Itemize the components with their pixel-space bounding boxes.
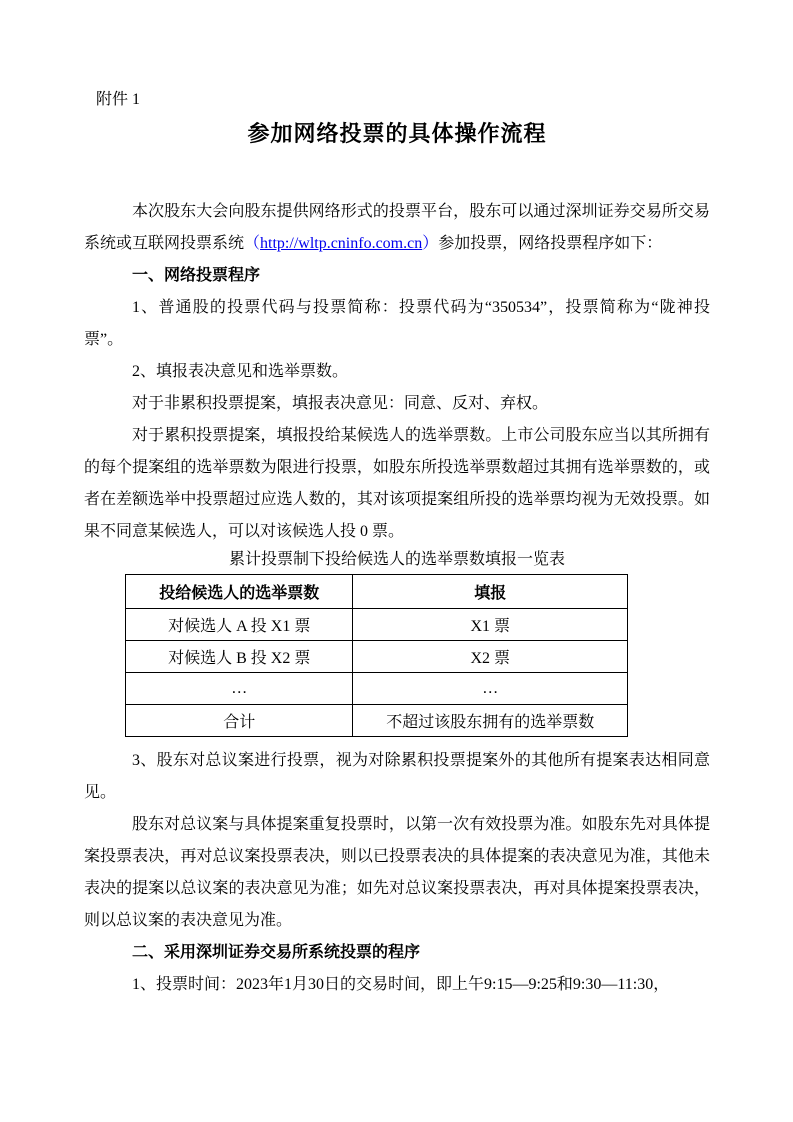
section2-heading: 二、采用深圳证券交易所系统投票的程序 <box>132 944 421 961</box>
table-cell-candidate-b-fill: X2 票 <box>353 641 628 673</box>
table-cell-candidate-a: 对候选人 A 投 X1 票 <box>126 609 353 641</box>
intro-text-after-link: 参加投票，网络投票程序如下： <box>438 235 663 252</box>
table-row <box>126 609 628 641</box>
table-cell-candidate-a-fill: X1 票 <box>353 609 628 641</box>
link-close-paren: ） <box>422 235 439 252</box>
table-cell-total: 合计 <box>126 705 353 737</box>
page-title: 参加网络投票的具体操作流程 <box>247 121 547 146</box>
table-cell-ellipsis-fill: … <box>353 673 628 705</box>
section1-para-cumulative: 对于累积投票提案，填报投给某候选人的选举票数。上市公司股东应当以其所拥有的每个提案组的选举票数为限进行投票，如股东所投选举票数超过其拥有选举票数的，或者在差额选举中投票超过应选人数的，其对该项提案组所投的选举票均视为无效投票。如果不同意某候选人，可以对该候选人投 0 票。 <box>84 427 710 540</box>
voting-website-link[interactable]: http://wltp.cninfo.com.cn <box>260 235 423 252</box>
table-cell-total-fill: 不超过该股东拥有的选举票数 <box>353 705 628 737</box>
vote-table-caption: 累计投票制下投给候选人的选举票数填报一览表 <box>228 551 565 568</box>
section1-item2-fill-opinions: 2、填报表决意见和选举票数。 <box>132 363 349 380</box>
table-header-votes: 投给候选人的选举票数 <box>126 575 353 609</box>
table-header-row <box>126 575 628 609</box>
section1-item3-general-proposal: 3、股东对总议案进行投票，视为对除累积投票提案外的其他所有提案表达相同意见。 <box>84 752 710 801</box>
section1-item1-voting-code: 1、普通股的投票代码与投票简称：投票代码为“350534”，投票简称为“陇神投票”。 <box>84 299 710 348</box>
intro-paragraph <box>84 196 710 260</box>
cumulative-vote-table <box>125 574 628 737</box>
table-row <box>126 641 628 673</box>
table-cell-candidate-b: 对候选人 B 投 X2 票 <box>126 641 353 673</box>
link-open-paren: （ <box>244 235 261 252</box>
section2-item1-voting-time: 1、投票时间：2023年1月30日的交易时间，即上午9:15—9:25和9:30—11:30， <box>132 976 670 993</box>
intro-text-before-link: 本次股东大会向股东提供网络形式的投票平台，股东可以通过深圳证券交易所交易系统或互联网投票系统 <box>84 203 710 252</box>
table-row <box>126 705 628 737</box>
section1-para-repeat-voting: 股东对总议案与具体提案重复投票时，以第一次有效投票为准。如股东先对具体提案投票表决，再对总议案投票表决，则以已投票表决的具体提案的表决意见为准，其他未表决的提案以总议案的表决意见为准；如先对总议案投票表决，再对具体提案投票表决，则以总议案的表决意见为准。 <box>84 816 710 929</box>
section1-heading: 一、网络投票程序 <box>132 267 261 284</box>
table-cell-ellipsis: … <box>126 673 353 705</box>
table-row <box>126 673 628 705</box>
section1-para-non-cumulative: 对于非累积投票提案，填报表决意见：同意、反对、弃权。 <box>132 395 549 412</box>
attachment-label: 附件 1 <box>96 91 141 108</box>
table-header-fill: 填报 <box>353 575 628 609</box>
